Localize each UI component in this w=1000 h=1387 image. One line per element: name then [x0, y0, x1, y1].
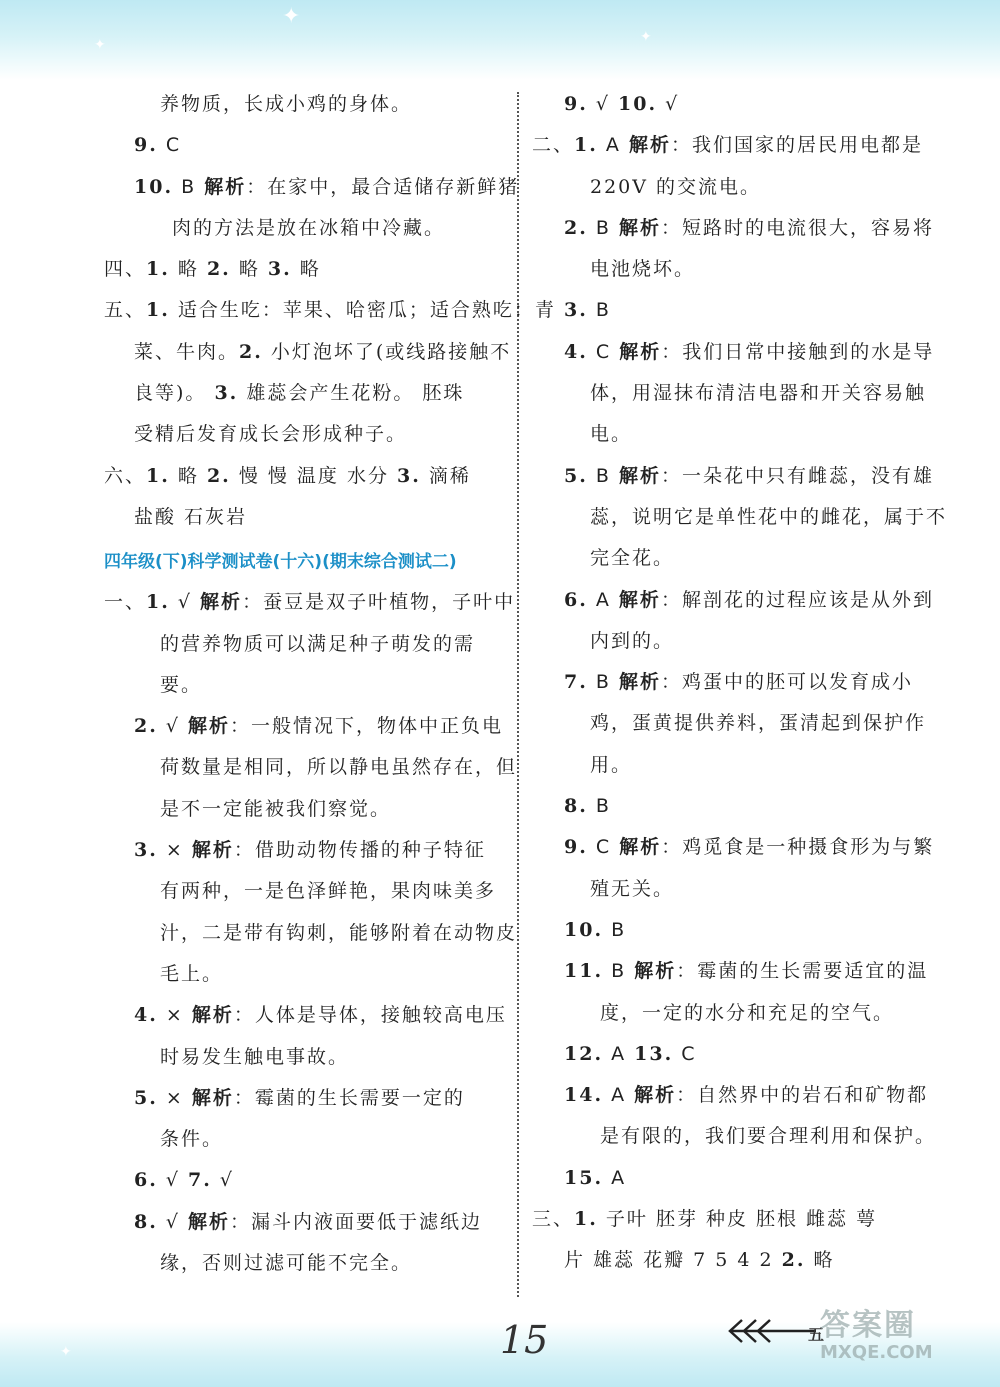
answer-text: 小灯泡坏了(或线路接触不 — [262, 340, 512, 363]
answer-line — [104, 497, 504, 538]
question-number: 7. — [564, 671, 588, 694]
answer-line — [532, 249, 937, 290]
answer-line — [104, 1037, 504, 1078]
answer-line — [104, 954, 504, 995]
analysis-label: 解析 — [618, 588, 661, 611]
answer-text: 的营养物质可以满足种子萌发的需 — [160, 632, 476, 655]
question-number: 13. — [634, 1042, 674, 1065]
question-number: 8. — [564, 795, 588, 818]
answer-line — [104, 1119, 504, 1160]
answer-text: A — [597, 134, 629, 157]
answer-text: B — [173, 175, 205, 198]
answer-text: ：人体是导体，接触较高电压 — [233, 1004, 507, 1027]
question-number: 1. — [146, 591, 170, 614]
sparkle-icon: ✦ — [94, 37, 106, 53]
answer-line — [104, 665, 504, 706]
answer-line — [104, 747, 518, 788]
analysis-label: 解析 — [188, 715, 231, 738]
answer-text: ：蚕豆是双子叶植物，子叶中 — [242, 591, 516, 614]
answer-text: ：在家中，最合适储存新鲜猪 — [246, 175, 520, 198]
answer-line — [532, 786, 937, 827]
answer-text: B — [603, 918, 627, 941]
answer-text: 内到的。 — [590, 629, 675, 652]
answer-text: C — [587, 836, 620, 859]
answer-line — [532, 993, 937, 1034]
answer-text: 慢 慢 温度 水分 — [230, 464, 397, 487]
right-answer-column — [532, 84, 948, 1282]
corner-grade-text: 五 — [808, 1325, 825, 1344]
question-number: 7. — [188, 1169, 212, 1192]
question-number: 1. — [146, 258, 170, 281]
answer-text: √ — [211, 1169, 235, 1192]
answer-line — [532, 662, 937, 703]
analysis-label: 解析 — [634, 960, 677, 983]
answer-text: 略 — [291, 258, 321, 281]
answer-text: ：霉菌的生长需要适宜的温 — [676, 960, 929, 983]
sparkle-icon: ✦ — [282, 4, 301, 29]
section-title: 四年级(下)科学测试卷(十六)(期末综合测试二) — [104, 552, 457, 573]
answer-text: 略 — [169, 464, 207, 487]
answer-text: ：鸡蛋中的胚可以发育成小 — [660, 671, 913, 694]
answer-text: 是有限的，我们要合理利用和保护。 — [600, 1125, 937, 1148]
answer-text: 条件。 — [160, 1128, 224, 1151]
answer-text: 用。 — [590, 753, 633, 776]
question-number: 3. — [564, 299, 588, 322]
answer-text: 电池烧坏。 — [590, 258, 696, 281]
answer-text: C — [673, 1042, 697, 1065]
question-number: 3. — [134, 839, 158, 862]
question-number: 1. — [574, 1208, 598, 1231]
question-number: 2. — [134, 715, 158, 738]
answer-text: 二、 — [532, 134, 575, 157]
watermark — [820, 1300, 1000, 1387]
page-number: 15 — [500, 1318, 549, 1362]
answer-text: √ — [169, 591, 201, 614]
answer-text: 五、 — [104, 299, 147, 322]
answer-text: B — [587, 299, 611, 322]
question-number: 6. — [134, 1169, 158, 1192]
question-number: 9. — [564, 93, 588, 115]
answer-line — [532, 538, 937, 579]
question-number: 5. — [134, 1086, 158, 1109]
answer-text: 汁，二是带有钩刺，能够附着在动物皮 — [160, 921, 518, 944]
answer-line — [104, 1078, 504, 1119]
answer-line — [532, 167, 937, 208]
answer-text: 略 — [230, 258, 268, 281]
question-number: 2. — [781, 1249, 806, 1272]
answer-text: ：解剖花的过程应该是从外到 — [660, 588, 934, 611]
analysis-label: 解析 — [204, 175, 247, 198]
answer-line — [104, 125, 504, 166]
answer-line — [532, 208, 937, 249]
answer-text: 菜、牛肉。 — [134, 340, 240, 363]
question-number: 3. — [397, 464, 421, 487]
answer-line — [104, 332, 512, 373]
answer-line — [104, 1160, 504, 1201]
answer-text: 荷数量是相同，所以静电虽然存在，但 — [160, 756, 518, 779]
analysis-label: 解析 — [191, 1086, 234, 1109]
answer-line — [104, 290, 556, 331]
answer-line — [104, 1202, 504, 1243]
question-number: 15. — [564, 1166, 604, 1189]
answer-line — [104, 456, 504, 497]
answer-text: ：我们国家的居民用电都是 — [670, 134, 923, 157]
answer-line — [104, 373, 504, 414]
answer-line — [532, 1116, 937, 1157]
answer-line — [532, 1158, 937, 1199]
question-number: 6. — [564, 588, 588, 611]
answer-line — [104, 624, 504, 665]
question-number: 10. — [564, 918, 604, 941]
question-number: 1. — [574, 134, 598, 157]
answer-text: ：短路时的电流很大，容易将 — [660, 216, 934, 239]
answer-text: ：鸡觅食是一种摄食形为与繁 — [661, 836, 935, 859]
analysis-label: 解析 — [200, 591, 243, 614]
watermark-url: MXQE.COM — [820, 1342, 933, 1363]
question-number: 10. — [134, 175, 174, 198]
answer-line — [532, 910, 937, 951]
answer-text: ：我们日常中接触到的水是导 — [661, 340, 935, 363]
answer-line — [104, 582, 516, 623]
answer-text: 适合生吃：苹果、哈密瓜；适合熟吃：青 — [169, 299, 556, 322]
answer-text: 六、 — [104, 464, 147, 487]
watermark-logo: 答案圈 — [820, 1308, 916, 1343]
answer-line — [532, 373, 937, 414]
answer-text: 有两种，一是色泽鲜艳，果肉味美多 — [160, 880, 497, 903]
answer-text: 养物质，长成小鸡的身体。 — [160, 93, 413, 115]
answer-text: × — [157, 839, 192, 862]
answer-line — [104, 995, 507, 1036]
answer-text: 盐酸 石灰岩 — [134, 505, 248, 528]
sparkle-icon: ✦ — [60, 1344, 72, 1360]
answer-line — [104, 830, 504, 871]
answer-text: C — [587, 340, 620, 363]
answer-text: 良等)。 — [134, 382, 215, 405]
answer-text: B — [587, 795, 611, 818]
answer-line — [104, 249, 504, 290]
answer-line — [532, 580, 937, 621]
question-number: 9. — [134, 134, 158, 157]
answer-text: 殖无关。 — [590, 877, 675, 900]
answer-text: B — [603, 960, 635, 983]
answer-text: A — [603, 1042, 635, 1065]
arrow-left-icon — [728, 1317, 818, 1345]
answer-line — [532, 290, 937, 331]
answer-text: A — [603, 1084, 635, 1107]
question-number: 1. — [146, 464, 170, 487]
answer-text: ：霉菌的生长需要一定的 — [233, 1086, 465, 1109]
analysis-label: 解析 — [634, 1084, 677, 1107]
answer-text: 蕊，说明它是单性花中的雌花，属于不 — [590, 505, 948, 528]
analysis-label: 解析 — [618, 464, 661, 487]
analysis-label: 解析 — [618, 216, 661, 239]
answer-text: B — [587, 671, 619, 694]
question-number: 12. — [564, 1042, 604, 1065]
answer-line — [532, 497, 948, 538]
answer-line — [532, 951, 937, 992]
question-number: 2. — [564, 216, 588, 239]
answer-text: 雄蕊会产生花粉。 胚珠 — [238, 382, 465, 405]
answer-text: 片 雄蕊 花瓣 7 5 4 2 — [564, 1249, 782, 1272]
answer-text: ：漏斗内液面要低于滤纸边 — [230, 1210, 483, 1233]
answer-text: 略 — [805, 1249, 835, 1272]
answer-line — [104, 84, 504, 125]
analysis-label: 解析 — [188, 1210, 231, 1233]
question-number: 2. — [206, 464, 231, 487]
answer-text: 三、 — [532, 1208, 575, 1231]
answer-line — [532, 1034, 937, 1075]
answer-line — [532, 745, 937, 786]
answer-line — [104, 871, 504, 912]
answer-line — [532, 621, 937, 662]
answer-text: 度，一定的水分和充足的空气。 — [600, 1001, 895, 1024]
answer-text: ：自然界中的岩石和矿物都 — [676, 1084, 929, 1107]
answer-text: 一、 — [104, 591, 147, 614]
analysis-label: 解析 — [628, 134, 671, 157]
answer-text: 鸡，蛋黄提供养料，蛋清起到保护作 — [590, 712, 927, 735]
answer-text: 要。 — [160, 673, 203, 696]
question-number: 10. — [618, 93, 658, 115]
answer-text: × — [157, 1004, 192, 1027]
column-divider — [517, 92, 519, 1297]
sparkle-icon: ✦ — [640, 29, 652, 45]
answer-line — [532, 703, 937, 744]
answer-text: 四、 — [104, 258, 147, 281]
answer-line — [104, 167, 520, 208]
answer-line — [532, 125, 937, 166]
question-number: 11. — [564, 960, 604, 983]
answer-text: B — [587, 464, 619, 487]
question-number: 2. — [239, 340, 263, 363]
question-number: 5. — [564, 464, 588, 487]
answer-text: 是不一定能被我们察觉。 — [160, 797, 392, 820]
answer-text: A — [603, 1166, 627, 1189]
analysis-label: 解析 — [619, 340, 662, 363]
answer-text: 电。 — [590, 423, 633, 446]
answer-text: 略 — [169, 258, 207, 281]
answer-text: C — [157, 134, 182, 157]
answer-text: 体，用湿抹布清洁电器和开关容易触 — [590, 382, 927, 405]
answer-line — [532, 332, 937, 373]
answer-text: ：借助动物传播的种子特征 — [233, 839, 486, 862]
question-number: 4. — [564, 340, 588, 363]
answer-line — [532, 1199, 937, 1240]
question-number: 4. — [134, 1004, 158, 1027]
question-number: 8. — [134, 1210, 158, 1233]
answer-text: √ — [157, 1210, 189, 1233]
answer-line — [104, 1243, 504, 1284]
answer-text: 缘，否则过滤可能不完全。 — [160, 1252, 413, 1275]
answer-text: √ — [587, 93, 619, 115]
answer-text: 肉的方法是放在冰箱中冷藏。 — [172, 216, 446, 239]
answer-text: 220V 的交流电。 — [590, 175, 762, 198]
answer-line — [104, 414, 504, 455]
answer-text: 毛上。 — [160, 962, 224, 985]
question-number: 1. — [146, 299, 170, 322]
answer-text: ：一朵花中只有雌蕊，没有雄 — [660, 464, 934, 487]
answer-line — [532, 1075, 937, 1116]
answer-text: 时易发生触电事故。 — [160, 1045, 350, 1068]
answer-line — [532, 869, 937, 910]
answer-line — [532, 1240, 937, 1281]
answer-text: √ — [157, 1169, 189, 1192]
answer-line — [532, 456, 937, 497]
answer-line — [104, 208, 504, 249]
analysis-label: 解析 — [618, 671, 661, 694]
answer-text: B — [587, 216, 619, 239]
answer-text: A — [587, 588, 619, 611]
question-number: 2. — [206, 258, 231, 281]
answer-text: × — [157, 1086, 192, 1109]
answer-text: 完全花。 — [590, 547, 675, 570]
answer-line — [532, 414, 937, 455]
analysis-label: 解析 — [619, 836, 662, 859]
question-number: 14. — [564, 1084, 604, 1107]
left-answer-column — [104, 84, 556, 1284]
answer-text: 子叶 胚芽 种皮 胚根 雌蕊 萼 — [597, 1208, 878, 1231]
question-number: 3. — [267, 258, 292, 281]
answer-text: 滴稀 — [420, 464, 471, 487]
question-number: 9. — [564, 836, 588, 859]
answer-text: ：一般情况下，物体中正负电 — [230, 715, 504, 738]
answer-line — [532, 827, 937, 868]
answer-text: 受精后发育成长会形成种子。 — [134, 423, 408, 446]
analysis-label: 解析 — [191, 839, 234, 862]
answer-line — [104, 789, 504, 830]
answer-line — [532, 84, 937, 125]
answer-line — [104, 706, 504, 747]
answer-line — [104, 913, 518, 954]
top-decorative-band — [0, 0, 1000, 80]
question-number: 3. — [214, 382, 239, 405]
answer-text: √ — [657, 93, 680, 115]
analysis-label: 解析 — [191, 1004, 234, 1027]
answer-text: √ — [157, 715, 189, 738]
